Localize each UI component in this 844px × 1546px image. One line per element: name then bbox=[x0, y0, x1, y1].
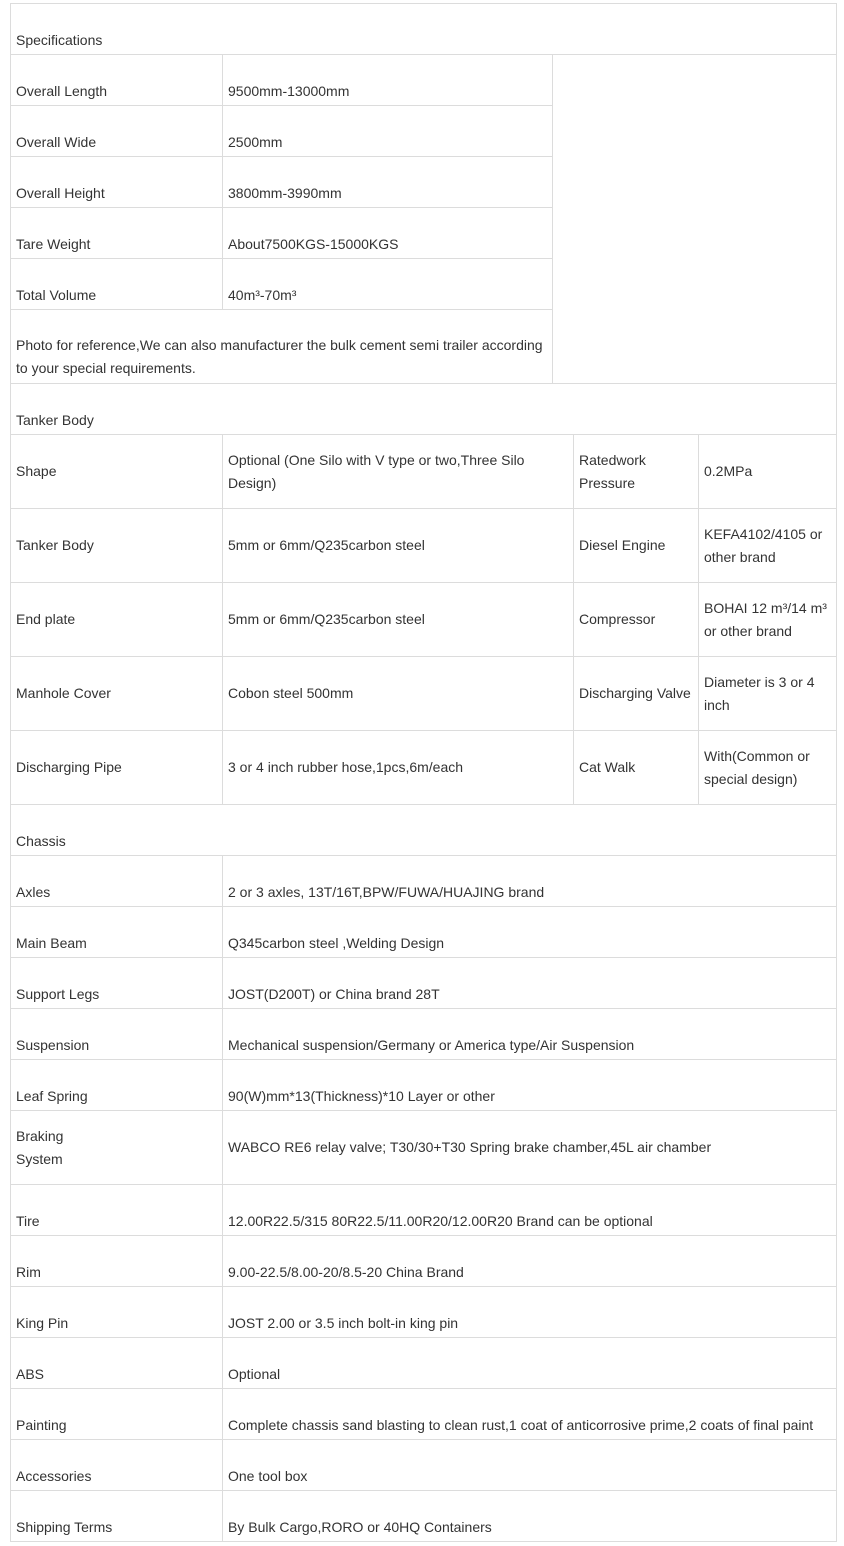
spec-label: Total Volume bbox=[11, 259, 223, 310]
chassis-label: Support Legs bbox=[11, 958, 223, 1009]
chassis-label: Leaf Spring bbox=[11, 1060, 223, 1111]
chassis-value: WABCO RE6 relay valve; T30/30+T30 Spring brake chamber,45L air chamber bbox=[223, 1111, 837, 1185]
table-row bbox=[11, 1060, 837, 1111]
chassis-value: 12.00R22.5/315 80R22.5/11.00R20/12.00R20 Brand can be optional bbox=[223, 1185, 837, 1236]
spec-label: Tare Weight bbox=[11, 208, 223, 259]
tanker-label-2: Ratedwork Pressure bbox=[574, 435, 699, 509]
chassis-value: 2 or 3 axles, 13T/16T,BPW/FUWA/HUAJING brand bbox=[223, 856, 837, 907]
spec-label: Overall Wide bbox=[11, 106, 223, 157]
table-row bbox=[11, 1009, 837, 1060]
table-row bbox=[11, 55, 837, 106]
chassis-label: Axles bbox=[11, 856, 223, 907]
tanker-label-2: Discharging Valve bbox=[574, 657, 699, 731]
section-heading-row bbox=[11, 4, 837, 55]
tanker-value-2: Diameter is 3 or 4 inch bbox=[699, 657, 837, 731]
spec-value: About7500KGS-15000KGS bbox=[223, 208, 553, 259]
tanker-value: Cobon steel 500mm bbox=[223, 657, 574, 731]
section-heading-chassis: Chassis bbox=[11, 805, 837, 856]
table-row bbox=[11, 435, 837, 509]
spec-label: Overall Height bbox=[11, 157, 223, 208]
chassis-value: JOST(D200T) or China brand 28T bbox=[223, 958, 837, 1009]
chassis-label: King Pin bbox=[11, 1287, 223, 1338]
table-row bbox=[11, 1111, 837, 1185]
tanker-value: Optional (One Silo with V type or two,Three Silo Design) bbox=[223, 435, 574, 509]
table-row bbox=[11, 583, 837, 657]
spec-value: 3800mm-3990mm bbox=[223, 157, 553, 208]
table-row bbox=[11, 1491, 837, 1542]
tanker-label-2: Compressor bbox=[574, 583, 699, 657]
spec-label: Overall Length bbox=[11, 55, 223, 106]
spec-value: 2500mm bbox=[223, 106, 553, 157]
spec-value: 40m³-70m³ bbox=[223, 259, 553, 310]
table-row bbox=[11, 657, 837, 731]
spec-table bbox=[10, 3, 837, 1542]
tanker-label: Tanker Body bbox=[11, 509, 223, 583]
spec-value: 9500mm-13000mm bbox=[223, 55, 553, 106]
chassis-value: Mechanical suspension/Germany or America type/Air Suspension bbox=[223, 1009, 837, 1060]
section-heading-row bbox=[11, 805, 837, 856]
chassis-label: Rim bbox=[11, 1236, 223, 1287]
chassis-value: Complete chassis sand blasting to clean rust,1 coat of anticorrosive prime,2 coats of final paint bbox=[223, 1389, 837, 1440]
chassis-value: 9.00-22.5/8.00-20/8.5-20 China Brand bbox=[223, 1236, 837, 1287]
table-row bbox=[11, 1287, 837, 1338]
table-row bbox=[11, 1338, 837, 1389]
chassis-label: Braking System bbox=[11, 1111, 223, 1185]
chassis-value: JOST 2.00 or 3.5 inch bolt-in king pin bbox=[223, 1287, 837, 1338]
chassis-label: Accessories bbox=[11, 1440, 223, 1491]
table-row bbox=[11, 907, 837, 958]
chassis-label: Painting bbox=[11, 1389, 223, 1440]
section-heading-tanker-body: Tanker Body bbox=[11, 384, 837, 435]
table-row bbox=[11, 1440, 837, 1491]
chassis-value: Optional bbox=[223, 1338, 837, 1389]
chassis-value: One tool box bbox=[223, 1440, 837, 1491]
chassis-value: By Bulk Cargo,RORO or 40HQ Containers bbox=[223, 1491, 837, 1542]
tanker-value-2: 0.2MPa bbox=[699, 435, 837, 509]
section-heading-row bbox=[11, 384, 837, 435]
tanker-value-2: BOHAI 12 m³/14 m³ or other brand bbox=[699, 583, 837, 657]
table-row bbox=[11, 1185, 837, 1236]
image-placeholder-area bbox=[553, 55, 837, 384]
tanker-label: Manhole Cover bbox=[11, 657, 223, 731]
chassis-label: Suspension bbox=[11, 1009, 223, 1060]
table-row bbox=[11, 958, 837, 1009]
section-heading-specifications: Specifications bbox=[11, 4, 837, 55]
spec-note: Photo for reference,We can also manufacturer the bulk cement semi trailer according to your special requirements. bbox=[11, 310, 553, 384]
tanker-value-2: With(Common or special design) bbox=[699, 731, 837, 805]
chassis-label: Main Beam bbox=[11, 907, 223, 958]
tanker-value: 5mm or 6mm/Q235carbon steel bbox=[223, 509, 574, 583]
tanker-label-2: Cat Walk bbox=[574, 731, 699, 805]
tanker-value: 3 or 4 inch rubber hose,1pcs,6m/each bbox=[223, 731, 574, 805]
table-row bbox=[11, 1389, 837, 1440]
chassis-label: Shipping Terms bbox=[11, 1491, 223, 1542]
chassis-label: ABS bbox=[11, 1338, 223, 1389]
chassis-value: 90(W)mm*13(Thickness)*10 Layer or other bbox=[223, 1060, 837, 1111]
table-row bbox=[11, 509, 837, 583]
table-row bbox=[11, 1236, 837, 1287]
tanker-value: 5mm or 6mm/Q235carbon steel bbox=[223, 583, 574, 657]
tanker-label: End plate bbox=[11, 583, 223, 657]
table-row bbox=[11, 731, 837, 805]
tanker-label: Discharging Pipe bbox=[11, 731, 223, 805]
chassis-value: Q345carbon steel ,Welding Design bbox=[223, 907, 837, 958]
tanker-label: Shape bbox=[11, 435, 223, 509]
tanker-value-2: KEFA4102/4105 or other brand bbox=[699, 509, 837, 583]
tanker-label-2: Diesel Engine bbox=[574, 509, 699, 583]
table-row bbox=[11, 856, 837, 907]
chassis-label: Tire bbox=[11, 1185, 223, 1236]
